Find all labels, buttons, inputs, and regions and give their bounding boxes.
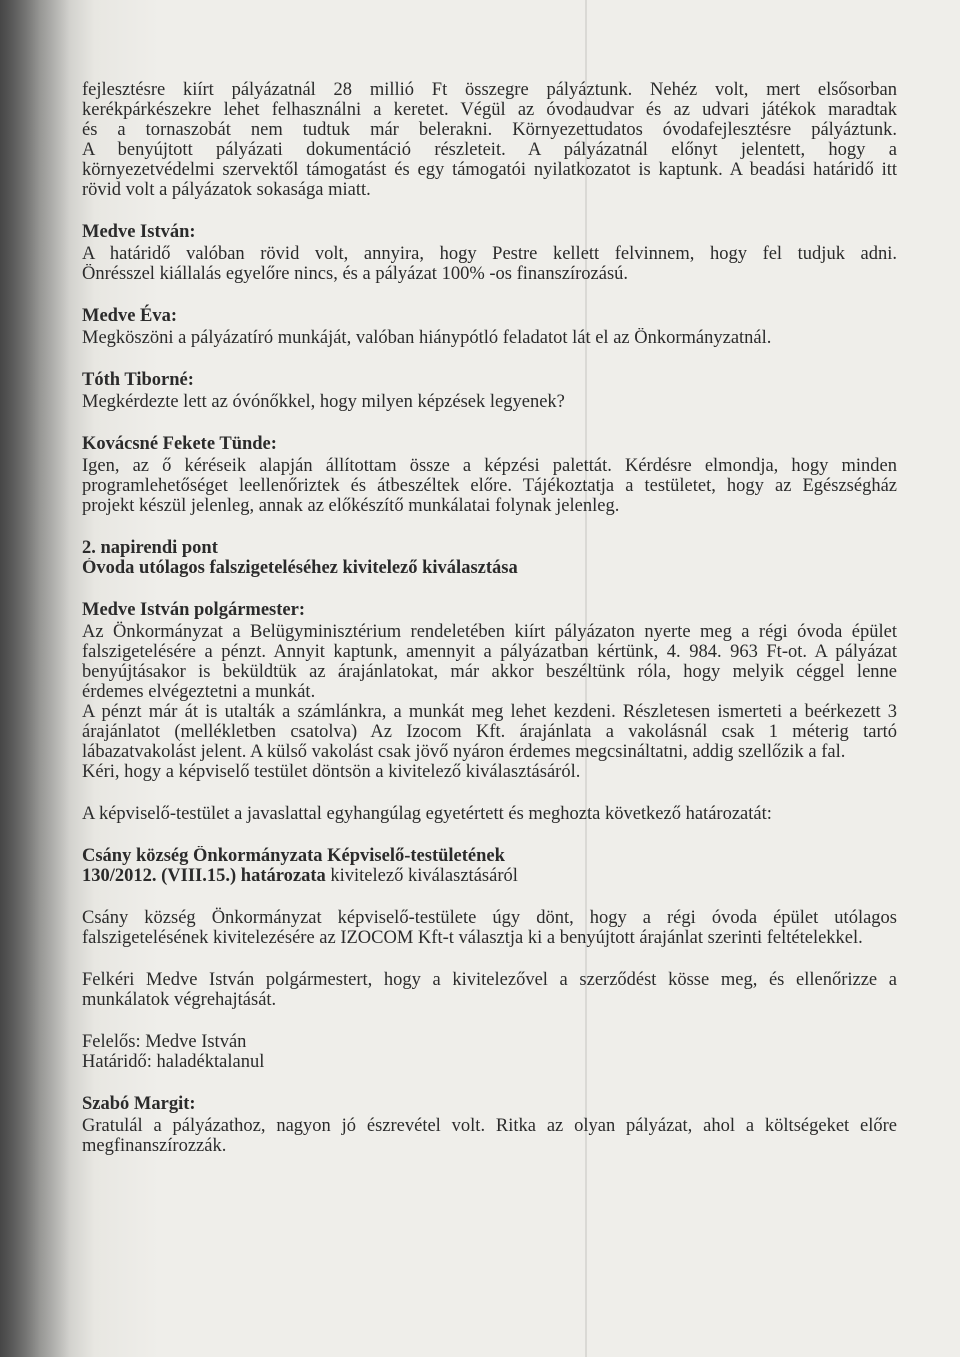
resolution-body-2 — [82, 970, 897, 1010]
text-line: Igen, az ő kéréseik alapján állítottam össze a képzési palettát. Kérdésre elmondja, hogy minden — [82, 456, 897, 476]
speaker-name: Tóth Tiborné: — [82, 370, 194, 390]
text-line: Az Önkormányzat a Belügyminisztérium rendeletében kiírt pályázaton nyerte meg a régi óvoda épület — [82, 622, 897, 642]
text-line: fejlesztésre kiírt pályázatnál 28 millió Ft összegre pályáztunk. Nehéz volt, mert elsősorban — [82, 80, 897, 100]
binding-shadow — [0, 0, 70, 1357]
speaker-block-3 — [82, 370, 897, 412]
speaker-name: Medve Éva: — [82, 306, 178, 326]
speaker-name: Medve István: — [82, 222, 196, 242]
text-line: Felkéri Medve István polgármestert, hogy a kivitelezővel a szerződést kösse meg, és ellenőrizze a — [82, 970, 897, 990]
vote-statement — [82, 804, 897, 824]
text-line: árajánlatot (mellékletben csatolva) Az Izocom Kft. árajánlata a vakolásnál csak 1 méterig tartó — [82, 722, 897, 742]
text-line: munkálatok végrehajtását. — [82, 990, 277, 1010]
mayor-block — [82, 600, 897, 782]
agenda-title: Óvoda utólagos falszigeteléséhez kivitelező kiválasztása — [82, 558, 518, 578]
text-line: A pénzt már át is utalták a számlánkra, a munkát meg lehet kezdeni. Részletesen ismerteti a beérkezett 3 — [82, 702, 897, 722]
text-line: Gratulál a pályázathoz, nagyon jó észrevétel volt. Ritka az olyan pályázat, ahol a költségeket előre — [82, 1116, 897, 1136]
resolution-meta — [82, 1032, 897, 1072]
text-line: benyújtásakor is beküldtük az árajánlatokat, már akkor beszéltünk róla, hogy melyik céggel lenne — [82, 662, 897, 682]
speaker-block-2 — [82, 306, 897, 348]
text-line: falszigetelésére a pénzt. Annyit kaptunk, amennyit a pályázatban kértünk, 4. 984. 963 Ft-ot. A pályázat — [82, 642, 897, 662]
resolution-title — [82, 846, 897, 886]
text-line: programlehetőséget leellenőriztek és átbeszéltek előre. Tájékoztatja a testületet, hogy az Egészségház — [82, 476, 897, 496]
text-line: A képviselő-testület a javaslattal egyhangúlag egyetértett és meghozta következő határozatát: — [82, 804, 772, 824]
speaker-name: Kovácsné Fekete Tünde: — [82, 434, 277, 454]
resolution-title-line: Csány község Önkormányzata Képviselő-testületének — [82, 846, 505, 866]
responsible: Felelős: Medve István — [82, 1032, 247, 1052]
paragraph-intro — [82, 80, 897, 200]
resolution-number-line — [82, 866, 897, 886]
text-line: Megköszöni a pályázatíró munkáját, valóban hiánypótló feladatot lát el az Önkormányzatnál. — [82, 328, 772, 348]
text-line: lábazatvakolást jelent. A külső vakolást csak jövő nyáron érdemes megcsináltatni, addig szellőzik a fal. — [82, 742, 846, 762]
speaker-block-4 — [82, 434, 897, 516]
text-line: A határidő valóban rövid volt, annyira, hogy Pestre kellett felvinnem, hogy fel tudjuk adni. — [82, 244, 897, 264]
speaker-name: Szabó Margit: — [82, 1094, 196, 1114]
resolution-number: 130/2012. (VIII.15.) határozata — [82, 866, 326, 886]
text-line: projekt készül jelenleg, annak az előkészítő munkálatai folynak jelenleg. — [82, 496, 620, 516]
agenda-item — [82, 538, 897, 578]
speaker-name: Medve István polgármester: — [82, 600, 305, 620]
speaker-block-1 — [82, 222, 897, 284]
text-line: Megkérdezte lett az óvónőkkel, hogy milyen képzések legyenek? — [82, 392, 565, 412]
agenda-number: 2. napirendi pont — [82, 538, 218, 558]
resolution-body-1 — [82, 908, 897, 948]
speaker-block-final — [82, 1094, 897, 1156]
deadline: Határidő: haladéktalanul — [82, 1052, 265, 1072]
text-line: megfinanszírozzák. — [82, 1136, 227, 1156]
text-line: környezetvédelmi szervektől támogatást és egy támogatói nyilatkozatot is kaptunk. A beadási határidő itt — [82, 160, 897, 180]
document-body — [82, 80, 897, 1178]
text-line: kerékpárkészekre lehet felhasználni a keretet. Végül az óvodaudvar és az udvari játékok maradtak — [82, 100, 897, 120]
text-line: Önrésszel kiállalás egyelőre nincs, és a pályázat 100% -os finanszírozású. — [82, 264, 629, 284]
text-line: Csány község Önkormányzat képviselő-testülete úgy dönt, hogy a régi óvoda épület utólagos — [82, 908, 897, 928]
text-line: falszigetelésének kivitelezésére az IZOCOM Kft-t választja ki a benyújtott árajánlat szerinti feltételekkel. — [82, 928, 863, 948]
resolution-subject: kivitelező kiválasztásáról — [325, 866, 518, 886]
text-line: Kéri, hogy a képviselő testület döntsön a kivitelező kiválasztásáról. — [82, 762, 581, 782]
text-line: és a tornaszobát nem tudtuk már belerakni. Környezettudatos óvodafejlesztésre pályáztunk. — [82, 120, 897, 140]
text-line: A benyújtott pályázati dokumentáció részleteit. A pályázatnál előnyt jelentett, hogy a — [82, 140, 897, 160]
text-line: rövid volt a pályázatok sokasága miatt. — [82, 180, 371, 200]
text-line: érdemes elvégeztetni a munkát. — [82, 682, 316, 702]
